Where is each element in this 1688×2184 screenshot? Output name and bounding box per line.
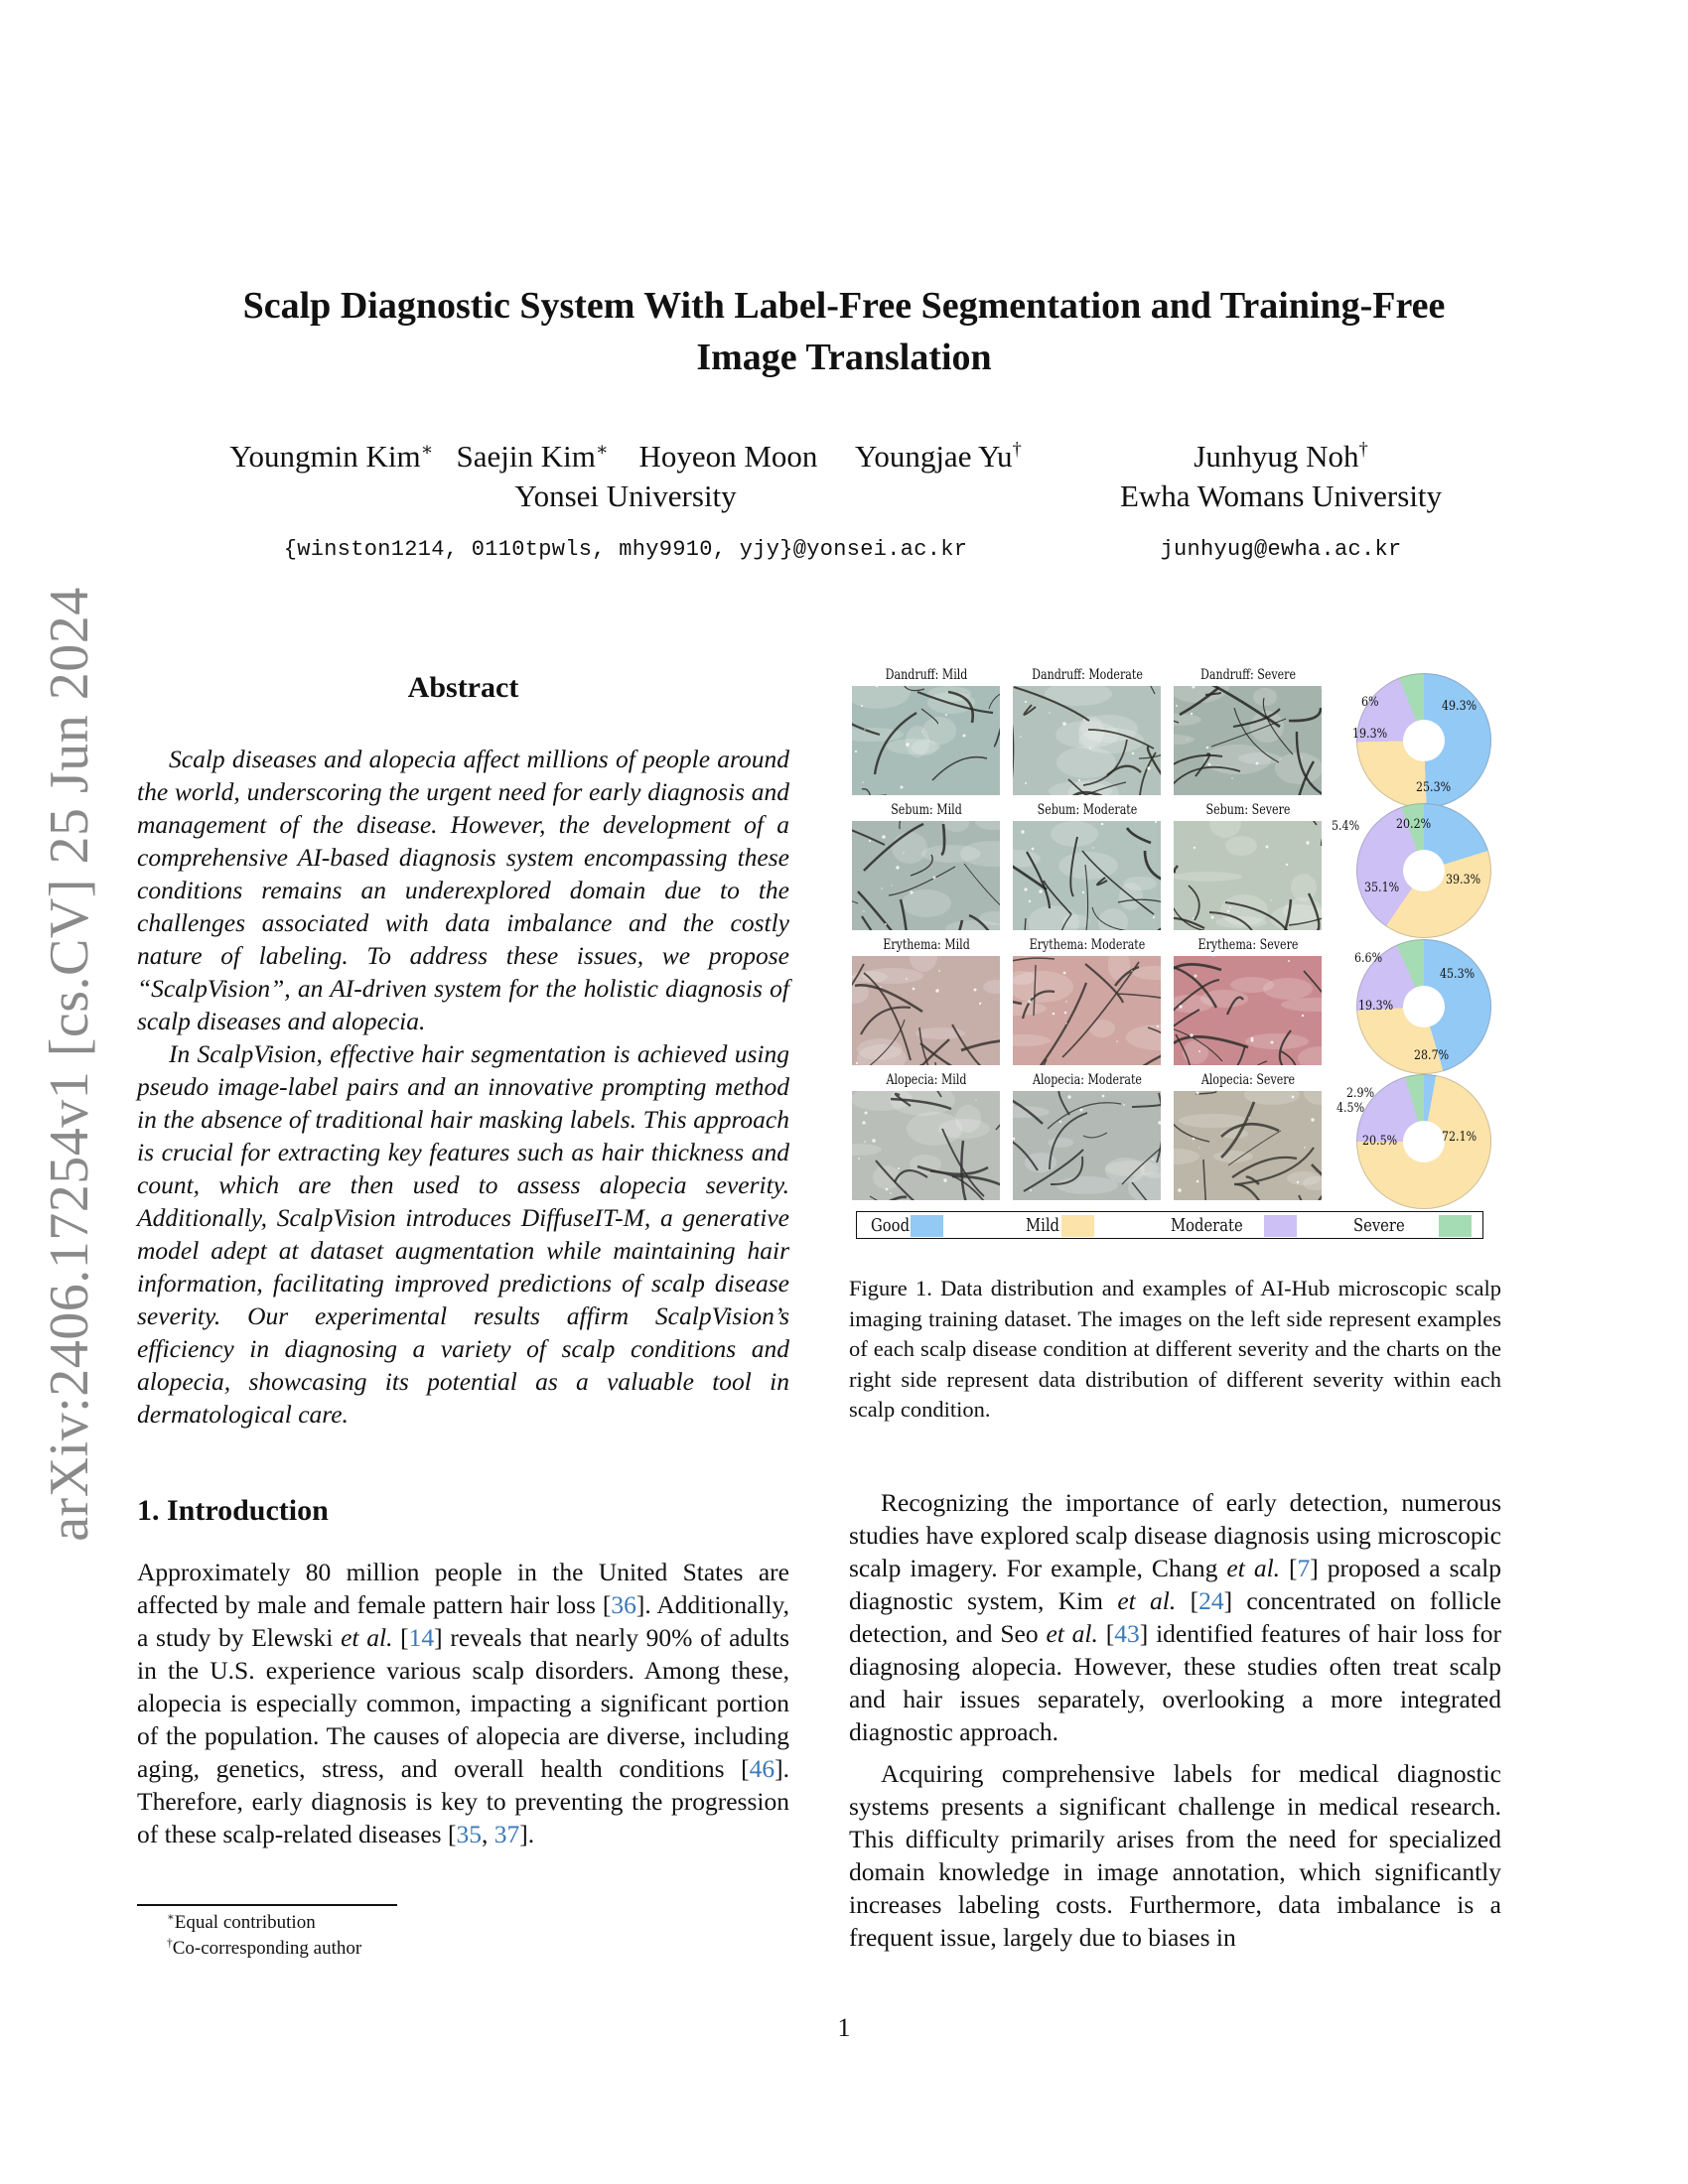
scalp-microscope-image: [1013, 956, 1161, 1065]
legend-swatch: [1061, 1215, 1094, 1237]
intro-right-column: [849, 1486, 1501, 1954]
donut-hole: [1403, 850, 1445, 891]
citation-link[interactable]: 36: [611, 1590, 636, 1619]
thumbnail-label: Erythema: Moderate: [1029, 937, 1146, 953]
slice-label: 19.3%: [1358, 999, 1394, 1014]
author-block-yonsei: [189, 437, 1062, 570]
legend-swatch: [911, 1215, 943, 1237]
scalp-microscope-image: [852, 1091, 1000, 1200]
author-block-ewha: [1072, 437, 1489, 570]
author-mark: †: [1012, 439, 1022, 461]
citation-link[interactable]: 37: [493, 1820, 520, 1848]
slice-label: 49.3%: [1442, 699, 1477, 714]
legend-label: Moderate: [1171, 1214, 1243, 1236]
title-line-1: Scalp Diagnostic System With Label-Free Segmentation and Training-Free: [242, 285, 1446, 327]
thumbnail-label: Alopecia: Severe: [1200, 1072, 1296, 1088]
intro-left-column: [137, 1556, 789, 1850]
donut-hole: [1403, 1121, 1445, 1162]
slice-label: 20.5%: [1362, 1134, 1398, 1149]
author-mark: †: [1358, 439, 1368, 461]
figure-caption: Figure 1. Data distribution and examples of AI-Hub microscopic scalp imaging training dataset. The images on the left side represent examples of each scalp disease condition at different severity and the charts on the right side represent data distribution of different severity within each scalp condition.: [849, 1276, 1501, 1422]
author-names: [1072, 437, 1489, 477]
author-name: Youngjae Yu: [855, 439, 1013, 474]
legend-item-severe: [1353, 1212, 1416, 1238]
thumbnail-label: Alopecia: Moderate: [1033, 1072, 1142, 1088]
slice-label: 6%: [1361, 695, 1379, 710]
legend-label: Good: [871, 1214, 911, 1236]
section-heading-introduction: 1. Introduction: [137, 1494, 329, 1527]
citation-link[interactable]: 14: [408, 1623, 435, 1652]
abstract-heading: Abstract: [407, 671, 519, 704]
figure-1: [852, 667, 1497, 1261]
slice-label: 20.2%: [1396, 817, 1432, 832]
slice-label: 45.3%: [1440, 967, 1476, 982]
citation-link[interactable]: 43: [1114, 1619, 1140, 1648]
footnote: ∗Equal contribution: [167, 1911, 316, 1933]
author-name: Youngmin Kim: [229, 439, 421, 474]
author-names: [189, 437, 1062, 477]
thumbnail-label: Alopecia: Mild: [886, 1072, 967, 1088]
footnote-rule: [137, 1904, 397, 1906]
slice-label: 39.3%: [1446, 873, 1481, 887]
paper-title: [149, 280, 1539, 383]
thumbnail-label: Dandruff: Severe: [1199, 667, 1297, 683]
donut-hole: [1403, 986, 1445, 1027]
affiliation: Ewha Womans University: [1119, 478, 1443, 513]
slice-label: 19.3%: [1352, 727, 1388, 742]
scalp-microscope-image: [1174, 956, 1322, 1065]
scalp-microscope-image: [852, 686, 1000, 795]
slice-label: 2.9%: [1346, 1086, 1375, 1101]
slice-label: 5.4%: [1332, 819, 1360, 834]
legend-label: Mild: [1026, 1214, 1060, 1236]
thumbnail-label: Sebum: Severe: [1205, 802, 1291, 818]
citation-link[interactable]: 46: [749, 1754, 775, 1783]
footnotes: [167, 1910, 361, 1962]
slice-label: 35.1%: [1364, 881, 1400, 895]
legend-label: Severe: [1353, 1214, 1405, 1236]
thumbnail-label: Erythema: Mild: [883, 937, 970, 953]
slice-label: 25.3%: [1416, 780, 1452, 795]
arxiv-stamp: arXiv:2406.17254v1 [cs.CV] 25 Jun 2024: [39, 587, 100, 1542]
affiliation: Yonsei University: [514, 478, 737, 513]
author-email[interactable]: junhyug@ewha.ac.kr: [1160, 537, 1402, 562]
thumbnail-label: Erythema: Severe: [1197, 937, 1299, 953]
slice-label: 4.5%: [1336, 1101, 1365, 1116]
footnote: †Co-corresponding author: [167, 1937, 362, 1959]
scalp-microscope-image: [852, 956, 1000, 1065]
scalp-microscope-image: [1174, 821, 1322, 930]
scalp-microscope-image: [1013, 1091, 1161, 1200]
author-name: Junhyug Noh: [1194, 439, 1359, 474]
thumbnail-label: Dandruff: Mild: [885, 667, 968, 683]
author-mark: ∗: [420, 439, 434, 461]
thumbnail-label: Dandruff: Moderate: [1032, 667, 1143, 683]
legend-swatch: [1264, 1215, 1297, 1237]
scalp-microscope-image: [1013, 821, 1161, 930]
author-mark: ∗: [595, 439, 609, 461]
intro-paragraph: Approximately 80 million people in the United States are affected by male and female pattern hair loss [36]. Additionally, a study by Elewski et al. [14] reveals that nearly 90% of adults in the U.S. experience various scalp disorders. Among these, alopecia is especially common, impacting a significant portion of the population. The causes of alopecia are diverse, including aging, genetics, stress, and overall health conditions [46]. Therefore, early diagnosis is key to preventing the progression of these scalp-related diseases [35, 37].: [137, 1558, 790, 1848]
slice-label: 72.1%: [1442, 1130, 1477, 1145]
abstract-body: [137, 743, 789, 1431]
legend-item-moderate: [1171, 1212, 1259, 1238]
thumbnail-label: Sebum: Moderate: [1037, 802, 1138, 818]
scalp-microscope-image: [1174, 1091, 1322, 1200]
abstract-paragraph: Scalp diseases and alopecia affect millions of people around the world, underscoring the urgent need for early diagnosis and management of the disease. However, the development of a comprehensive AI-based diagnosis system encompassing these conditions remains an underexplored domain due to the challenges associated with data imbalance and the costly nature of labeling. To address these issues, we propose “ScalpVision”, an AI-driven system for the holistic diagnosis of scalp diseases and alopecia.: [137, 745, 789, 1035]
donut-hole: [1403, 720, 1445, 761]
citation-link[interactable]: 35: [456, 1820, 482, 1848]
title-line-2: Image Translation: [696, 337, 992, 378]
chart-legend: [856, 1211, 1483, 1239]
legend-swatch: [1439, 1215, 1472, 1237]
intro-paragraph: Acquiring comprehensive labels for medical diagnostic systems presents a significant challenge in medical research. This difficulty primarily arises from the need for specialized domain knowledge in image annotation, which significantly increases labeling costs. Furthermore, data imbalance is a frequent issue, largely due to biases in: [849, 1759, 1501, 1952]
slice-label: 28.7%: [1414, 1048, 1450, 1063]
thumbnail-label: Sebum: Mild: [891, 802, 962, 818]
page-number: 1: [837, 2013, 851, 2042]
abstract-paragraph: In ScalpVision, effective hair segmentation is achieved using pseudo image-label pairs and an innovative prompting method in the absence of traditional hair masking labels. This approach is crucial for extracting key features such as hair thickness and count, which are then used to assess alopecia severity. Additionally, ScalpVision introduces DiffuseIT-M, a generative model adept at dataset augmentation while maintaining hair information, facilitating improved predictions of scalp disease severity. Our experimental results affirm ScalpVision’s efficiency in diagnosing a variety of scalp conditions and alopecia, showcasing its potential as a valuable tool in dermatological care.: [137, 1039, 789, 1429]
author-name: Saejin Kim: [456, 439, 596, 474]
citation-link[interactable]: 7: [1297, 1554, 1311, 1582]
author-email[interactable]: {winston1214, 0110tpwls, mhy9910, yjy}@yonsei.ac.kr: [283, 537, 968, 562]
scalp-microscope-image: [1174, 686, 1322, 795]
scalp-microscope-image: [1013, 686, 1161, 795]
intro-paragraph: Recognizing the importance of early detection, numerous studies have explored scalp disease diagnosis using microscopic scalp imagery. For example, Chang et al. [7] proposed a scalp diagnostic system, Kim et al. [24] concentrated on follicle detection, and Seo et al. [43] identified features of hair loss for diagnosing alopecia. However, these studies often treat scalp and hair issues separately, overlooking a more integrated diagnostic approach.: [849, 1488, 1502, 1746]
citation-link[interactable]: 24: [1198, 1586, 1224, 1615]
slice-label: 6.6%: [1354, 951, 1383, 966]
author-name: Hoyeon Moon: [638, 439, 818, 474]
scalp-microscope-image: [852, 821, 1000, 930]
